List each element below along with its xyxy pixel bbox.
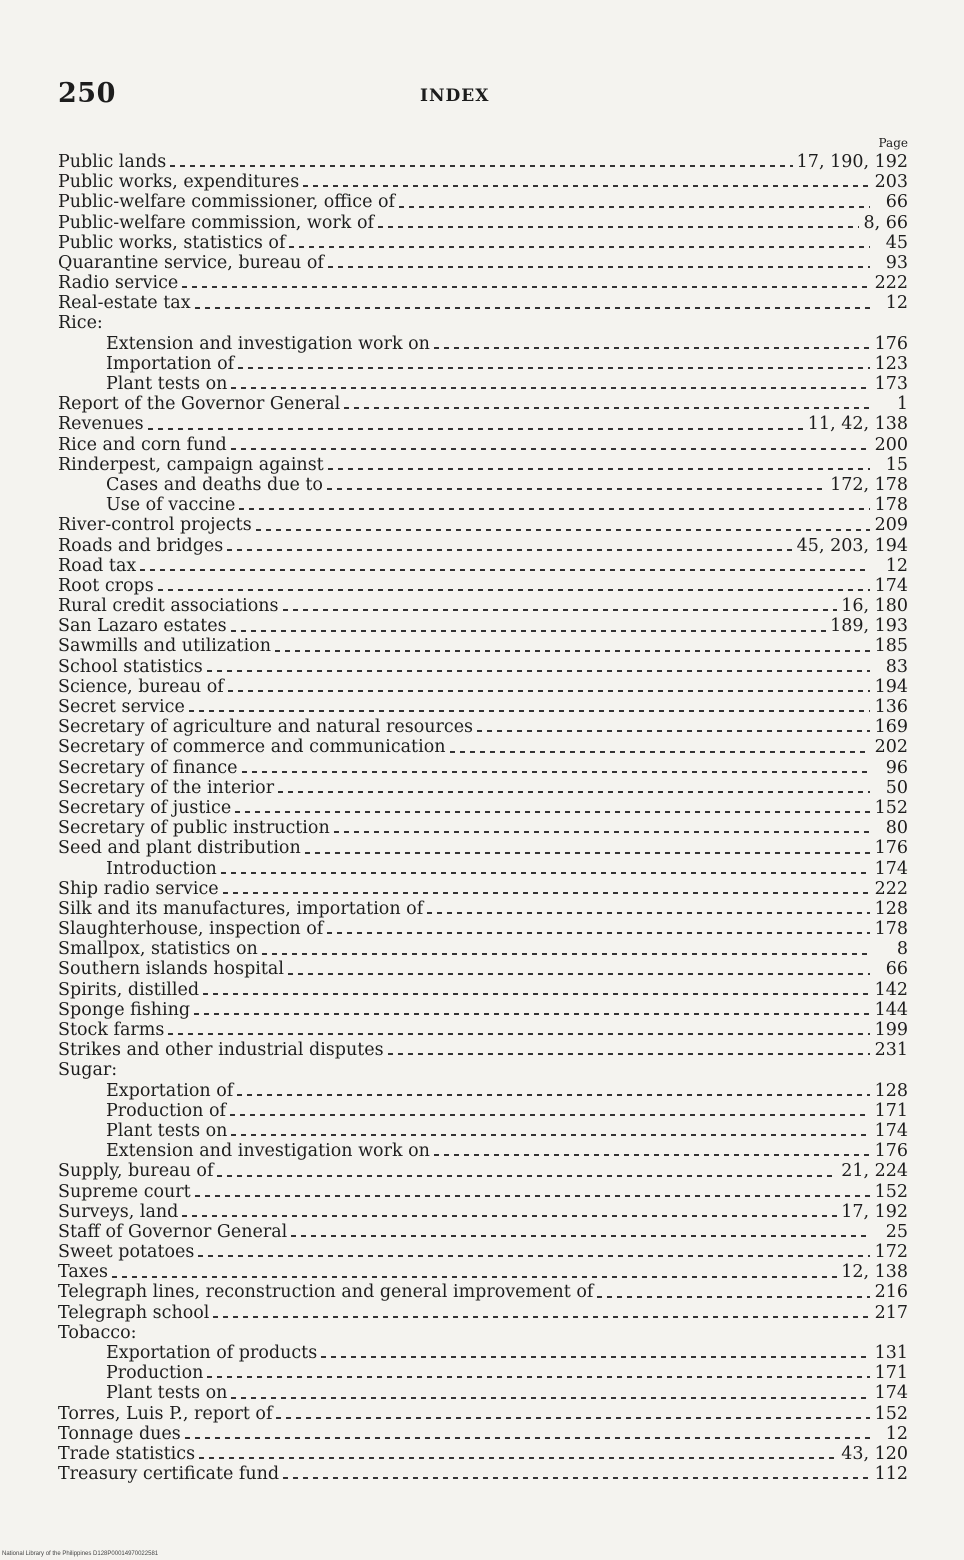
entry-pages: 169 — [874, 717, 908, 738]
entry-pages: 144 — [874, 999, 908, 1020]
entry-pages: 231 — [874, 1040, 908, 1061]
entry-label: Road tax — [58, 555, 137, 576]
entry-label: School statistics — [58, 656, 203, 677]
entry-label: Roads and bridges — [58, 535, 224, 556]
entry-pages: 136 — [874, 697, 908, 718]
dot-leader — [303, 185, 870, 187]
entry-label: Rice and corn fund — [58, 434, 227, 455]
entry-label: Supreme court — [58, 1181, 191, 1202]
index-entry — [58, 838, 908, 858]
index-entry — [58, 334, 908, 354]
index-entry — [58, 455, 908, 475]
dot-leader — [242, 771, 870, 773]
index-heading — [58, 1060, 908, 1080]
index-entry — [58, 939, 908, 959]
page-column-header: Page — [878, 136, 908, 150]
entry-pages: 66 — [885, 959, 908, 980]
index-entry — [58, 394, 908, 414]
dot-leader — [231, 1397, 870, 1399]
dot-leader — [327, 932, 870, 934]
index-heading — [58, 314, 908, 334]
index-entry — [58, 1121, 908, 1141]
dot-leader — [231, 387, 870, 389]
entry-label: Ship radio service — [58, 878, 219, 899]
entry-pages: 174 — [874, 858, 908, 879]
dot-leader — [231, 630, 826, 632]
entry-pages: 174 — [874, 575, 908, 596]
dot-leader — [228, 690, 870, 692]
entry-pages: 12 — [885, 1423, 908, 1444]
entry-label: Rice: — [58, 313, 103, 334]
entry-label: River-control projects — [58, 515, 252, 536]
entry-pages: 83 — [885, 656, 908, 677]
entry-label: Seed and plant distribution — [58, 838, 301, 859]
dot-leader — [276, 1417, 870, 1419]
entry-pages: 178 — [874, 919, 908, 940]
index-entry — [58, 1000, 908, 1020]
entry-pages: 45 — [885, 232, 908, 253]
index-entry — [58, 1101, 908, 1121]
index-entry — [58, 1262, 908, 1282]
dot-leader — [231, 448, 870, 450]
index-entry — [58, 475, 908, 495]
index-entry — [58, 697, 908, 717]
entry-pages: 45, 203, 194 — [796, 535, 908, 556]
entry-pages: 8, 66 — [863, 212, 908, 233]
entry-pages: 222 — [874, 273, 908, 294]
entry-label: Cases and deaths due to — [106, 474, 323, 495]
index-entry — [58, 758, 908, 778]
dot-leader — [597, 1296, 870, 1298]
entry-label: Telegraph school — [58, 1302, 210, 1323]
dot-leader — [239, 508, 870, 510]
index-entry — [58, 192, 908, 212]
entry-pages: 171 — [874, 1363, 908, 1384]
index-entry — [58, 293, 908, 313]
entry-label: Revenues — [58, 414, 144, 435]
entry-label: Public works, statistics of — [58, 232, 286, 253]
dot-leader — [238, 367, 870, 369]
entry-label: Introduction — [106, 858, 217, 879]
entry-label: Secret service — [58, 697, 185, 718]
entry-label: Sugar: — [58, 1060, 118, 1081]
index-entry — [58, 737, 908, 757]
entry-label: Sweet potatoes — [58, 1242, 195, 1263]
entry-pages: 217 — [874, 1302, 908, 1323]
entry-pages: 152 — [874, 1403, 908, 1424]
index-entry — [58, 576, 908, 596]
entry-pages: 112 — [874, 1464, 908, 1485]
index-entry — [58, 1222, 908, 1242]
entry-pages: 152 — [874, 797, 908, 818]
dot-leader — [199, 1457, 837, 1459]
dot-leader — [170, 165, 792, 167]
footer-credit: National Library of the Philippines D128P00014970022581 — [2, 1551, 159, 1557]
entry-pages: 216 — [874, 1282, 908, 1303]
entry-label: Public-welfare commission, work of — [58, 212, 374, 233]
index-entry — [58, 1141, 908, 1161]
entry-pages: 209 — [874, 515, 908, 536]
dot-leader — [399, 206, 870, 208]
entry-pages: 93 — [885, 252, 908, 273]
entry-label: Science, bureau of — [58, 676, 224, 697]
index-entry — [58, 152, 908, 172]
entry-label: Telegraph lines, reconstruction and general improvement of — [58, 1282, 594, 1303]
dot-leader — [477, 730, 870, 732]
dot-leader — [182, 1215, 837, 1217]
index-entry — [58, 435, 908, 455]
entry-label: Treasury certificate fund — [58, 1464, 280, 1485]
entry-pages: 174 — [874, 1120, 908, 1141]
entry-pages: 202 — [874, 737, 908, 758]
entry-label: Exportation of — [106, 1080, 234, 1101]
entry-label: Root crops — [58, 575, 154, 596]
entry-label: Surveys, land — [58, 1201, 179, 1222]
entry-pages: 123 — [874, 353, 908, 374]
dot-leader — [148, 428, 804, 430]
page-number: 250 — [58, 78, 116, 109]
dot-leader — [237, 1094, 870, 1096]
entry-label: Secretary of finance — [58, 757, 238, 778]
entry-label: Rinderpest, campaign against — [58, 454, 324, 475]
dot-leader — [235, 811, 870, 813]
dot-leader — [305, 852, 870, 854]
entry-label: Tonnage dues — [58, 1423, 181, 1444]
entry-pages: 12, 138 — [841, 1262, 908, 1283]
entry-label: Production — [106, 1363, 204, 1384]
entry-label: Plant tests on — [106, 1383, 228, 1404]
entry-label: Importation of — [106, 353, 235, 374]
entry-pages: 172, 178 — [830, 474, 908, 495]
entry-label: Sawmills and utilization — [58, 636, 271, 657]
entry-pages: 80 — [885, 818, 908, 839]
entry-pages: 174 — [874, 1383, 908, 1404]
entry-pages: 176 — [874, 1141, 908, 1162]
dot-leader — [328, 468, 870, 470]
index-entry — [58, 253, 908, 273]
entry-pages: 171 — [874, 1100, 908, 1121]
entry-pages: 194 — [874, 676, 908, 697]
entry-label: Tobacco: — [58, 1322, 137, 1343]
entry-label: Supply, bureau of — [58, 1161, 214, 1182]
index-entry — [58, 1404, 908, 1424]
entry-label: Quarantine service, bureau of — [58, 252, 324, 273]
dot-leader — [450, 751, 871, 753]
dot-leader — [168, 1033, 870, 1035]
entry-label: Staff of Governor General — [58, 1221, 288, 1242]
entry-label: Secretary of the interior — [58, 777, 275, 798]
dot-leader — [182, 286, 870, 288]
dot-leader — [213, 1316, 870, 1318]
entry-label: Plant tests on — [106, 1120, 228, 1141]
index-entry — [58, 536, 908, 556]
index-entry — [58, 818, 908, 838]
index-entry — [58, 980, 908, 1000]
index-entry — [58, 859, 908, 879]
index-entry — [58, 1161, 908, 1181]
entry-label: Taxes — [58, 1262, 108, 1283]
dot-leader — [327, 488, 826, 490]
index-entry — [58, 899, 908, 919]
dot-leader — [278, 791, 870, 793]
index-entry — [58, 1303, 908, 1323]
index-entry — [58, 778, 908, 798]
entry-label: Spirits, distilled — [58, 979, 200, 1000]
entry-pages: 172 — [874, 1242, 908, 1263]
index-entry — [58, 374, 908, 394]
entry-label: Slaughterhouse, inspection of — [58, 919, 324, 940]
dot-leader — [195, 1195, 870, 1197]
entry-label: Southern islands hospital — [58, 959, 284, 980]
index-entry — [58, 1343, 908, 1363]
dot-leader — [227, 549, 792, 551]
entry-label: Torres, Luis P., report of — [58, 1403, 273, 1424]
entry-pages: 176 — [874, 838, 908, 859]
entry-label: Strikes and other industrial disputes — [58, 1040, 384, 1061]
entry-pages: 200 — [874, 434, 908, 455]
dot-leader — [112, 1276, 837, 1278]
dot-leader — [203, 993, 870, 995]
entry-pages: 43, 120 — [841, 1443, 908, 1464]
entry-pages: 176 — [874, 333, 908, 354]
entry-label: Public lands — [58, 151, 167, 172]
entry-label: Exportation of products — [106, 1343, 318, 1364]
dot-leader — [334, 831, 870, 833]
index-entry — [58, 172, 908, 192]
entry-pages: 173 — [874, 374, 908, 395]
entry-pages: 185 — [874, 636, 908, 657]
index-heading — [58, 1323, 908, 1343]
index-entry — [58, 798, 908, 818]
index-entry — [58, 1242, 908, 1262]
entry-label: Public works, expenditures — [58, 172, 300, 193]
entry-label: Public-welfare commissioner, office of — [58, 192, 395, 213]
dot-leader — [185, 1437, 870, 1439]
dot-leader — [230, 1114, 870, 1116]
index-entry — [58, 495, 908, 515]
index-list — [58, 152, 908, 1484]
dot-leader — [388, 1053, 870, 1055]
entry-label: Secretary of justice — [58, 797, 232, 818]
dot-leader — [283, 609, 838, 611]
dot-leader — [289, 246, 870, 248]
index-entry — [58, 515, 908, 535]
entry-label: Extension and investigation work on — [106, 1141, 430, 1162]
entry-label: Plant tests on — [106, 374, 228, 395]
index-entry — [58, 1040, 908, 1060]
dot-leader — [378, 226, 860, 228]
dot-leader — [195, 307, 870, 309]
index-entry — [58, 616, 908, 636]
dot-leader — [262, 953, 870, 955]
dot-leader — [217, 1175, 837, 1177]
index-entry — [58, 596, 908, 616]
index-entry — [58, 1383, 908, 1403]
entry-pages: 178 — [874, 495, 908, 516]
entry-label: Report of the Governor General — [58, 394, 341, 415]
entry-label: Secretary of public instruction — [58, 818, 330, 839]
dot-leader — [434, 1154, 870, 1156]
dot-leader — [198, 1255, 870, 1257]
dot-leader — [140, 569, 870, 571]
entry-pages: 189, 193 — [830, 616, 908, 637]
dot-leader — [256, 529, 870, 531]
dot-leader — [207, 1376, 870, 1378]
index-entry — [58, 414, 908, 434]
entry-label: Use of vaccine — [106, 495, 236, 516]
entry-pages: 131 — [874, 1343, 908, 1364]
entry-label: Smallpox, statistics on — [58, 939, 258, 960]
entry-label: Production of — [106, 1100, 226, 1121]
dot-leader — [221, 872, 870, 874]
dot-leader — [427, 912, 870, 914]
entry-label: Sponge fishing — [58, 999, 191, 1020]
index-entry — [58, 1202, 908, 1222]
entry-pages: 17, 190, 192 — [796, 151, 908, 172]
entry-label: Radio service — [58, 273, 179, 294]
dot-leader — [223, 892, 870, 894]
dot-leader — [291, 1235, 870, 1237]
entry-label: Real-estate tax — [58, 293, 191, 314]
dot-leader — [158, 589, 870, 591]
dot-leader — [194, 1013, 870, 1015]
index-entry — [58, 1283, 908, 1303]
entry-label: Secretary of commerce and communication — [58, 737, 446, 758]
entry-label: San Lazaro estates — [58, 616, 227, 637]
dot-leader — [288, 973, 870, 975]
index-entry — [58, 677, 908, 697]
index-entry — [58, 556, 908, 576]
entry-label: Extension and investigation work on — [106, 333, 430, 354]
index-entry — [58, 1424, 908, 1444]
dot-leader — [207, 670, 870, 672]
entry-label: Silk and its manufactures, importation of — [58, 898, 424, 919]
entry-label: Trade statistics — [58, 1443, 196, 1464]
entry-pages: 142 — [874, 979, 908, 1000]
index-entry — [58, 1020, 908, 1040]
dot-leader — [189, 710, 870, 712]
entry-pages: 152 — [874, 1181, 908, 1202]
index-entry — [58, 354, 908, 374]
index-entry — [58, 1444, 908, 1464]
entry-pages: 66 — [885, 192, 908, 213]
index-entry — [58, 1081, 908, 1101]
index-entry — [58, 657, 908, 677]
entry-pages: 17, 192 — [841, 1201, 908, 1222]
index-entry — [58, 1182, 908, 1202]
entry-pages: 1 — [896, 394, 908, 415]
index-entry — [58, 960, 908, 980]
entry-label: Secretary of agriculture and natural resources — [58, 717, 474, 738]
index-entry — [58, 1363, 908, 1383]
entry-pages: 12 — [885, 555, 908, 576]
entry-pages: 96 — [885, 757, 908, 778]
index-entry — [58, 717, 908, 737]
entry-pages: 50 — [885, 777, 908, 798]
dot-leader — [434, 347, 870, 349]
entry-pages: 199 — [874, 1020, 908, 1041]
index-entry — [58, 879, 908, 899]
entry-pages: 12 — [885, 293, 908, 314]
index-entry — [58, 637, 908, 657]
entry-pages: 21, 224 — [841, 1161, 908, 1182]
index-entry — [58, 273, 908, 293]
entry-pages: 8 — [896, 939, 908, 960]
dot-leader — [275, 650, 870, 652]
dot-leader — [328, 266, 870, 268]
entry-pages: 11, 42, 138 — [807, 414, 908, 435]
index-entry — [58, 233, 908, 253]
entry-label: Stock farms — [58, 1020, 165, 1041]
entry-pages: 15 — [885, 454, 908, 475]
entry-pages: 16, 180 — [841, 596, 908, 617]
entry-pages: 222 — [874, 878, 908, 899]
entry-pages: 25 — [885, 1221, 908, 1242]
index-entry — [58, 919, 908, 939]
dot-leader — [231, 1134, 870, 1136]
dot-leader — [344, 407, 870, 409]
entry-pages: 128 — [874, 1080, 908, 1101]
entry-pages: 203 — [874, 172, 908, 193]
entry-pages: 128 — [874, 898, 908, 919]
entry-label: Rural credit associations — [58, 596, 279, 617]
index-entry — [58, 1464, 908, 1484]
dot-leader — [283, 1477, 870, 1479]
page-title: INDEX — [420, 86, 490, 106]
dot-leader — [321, 1356, 870, 1358]
index-entry — [58, 213, 908, 233]
